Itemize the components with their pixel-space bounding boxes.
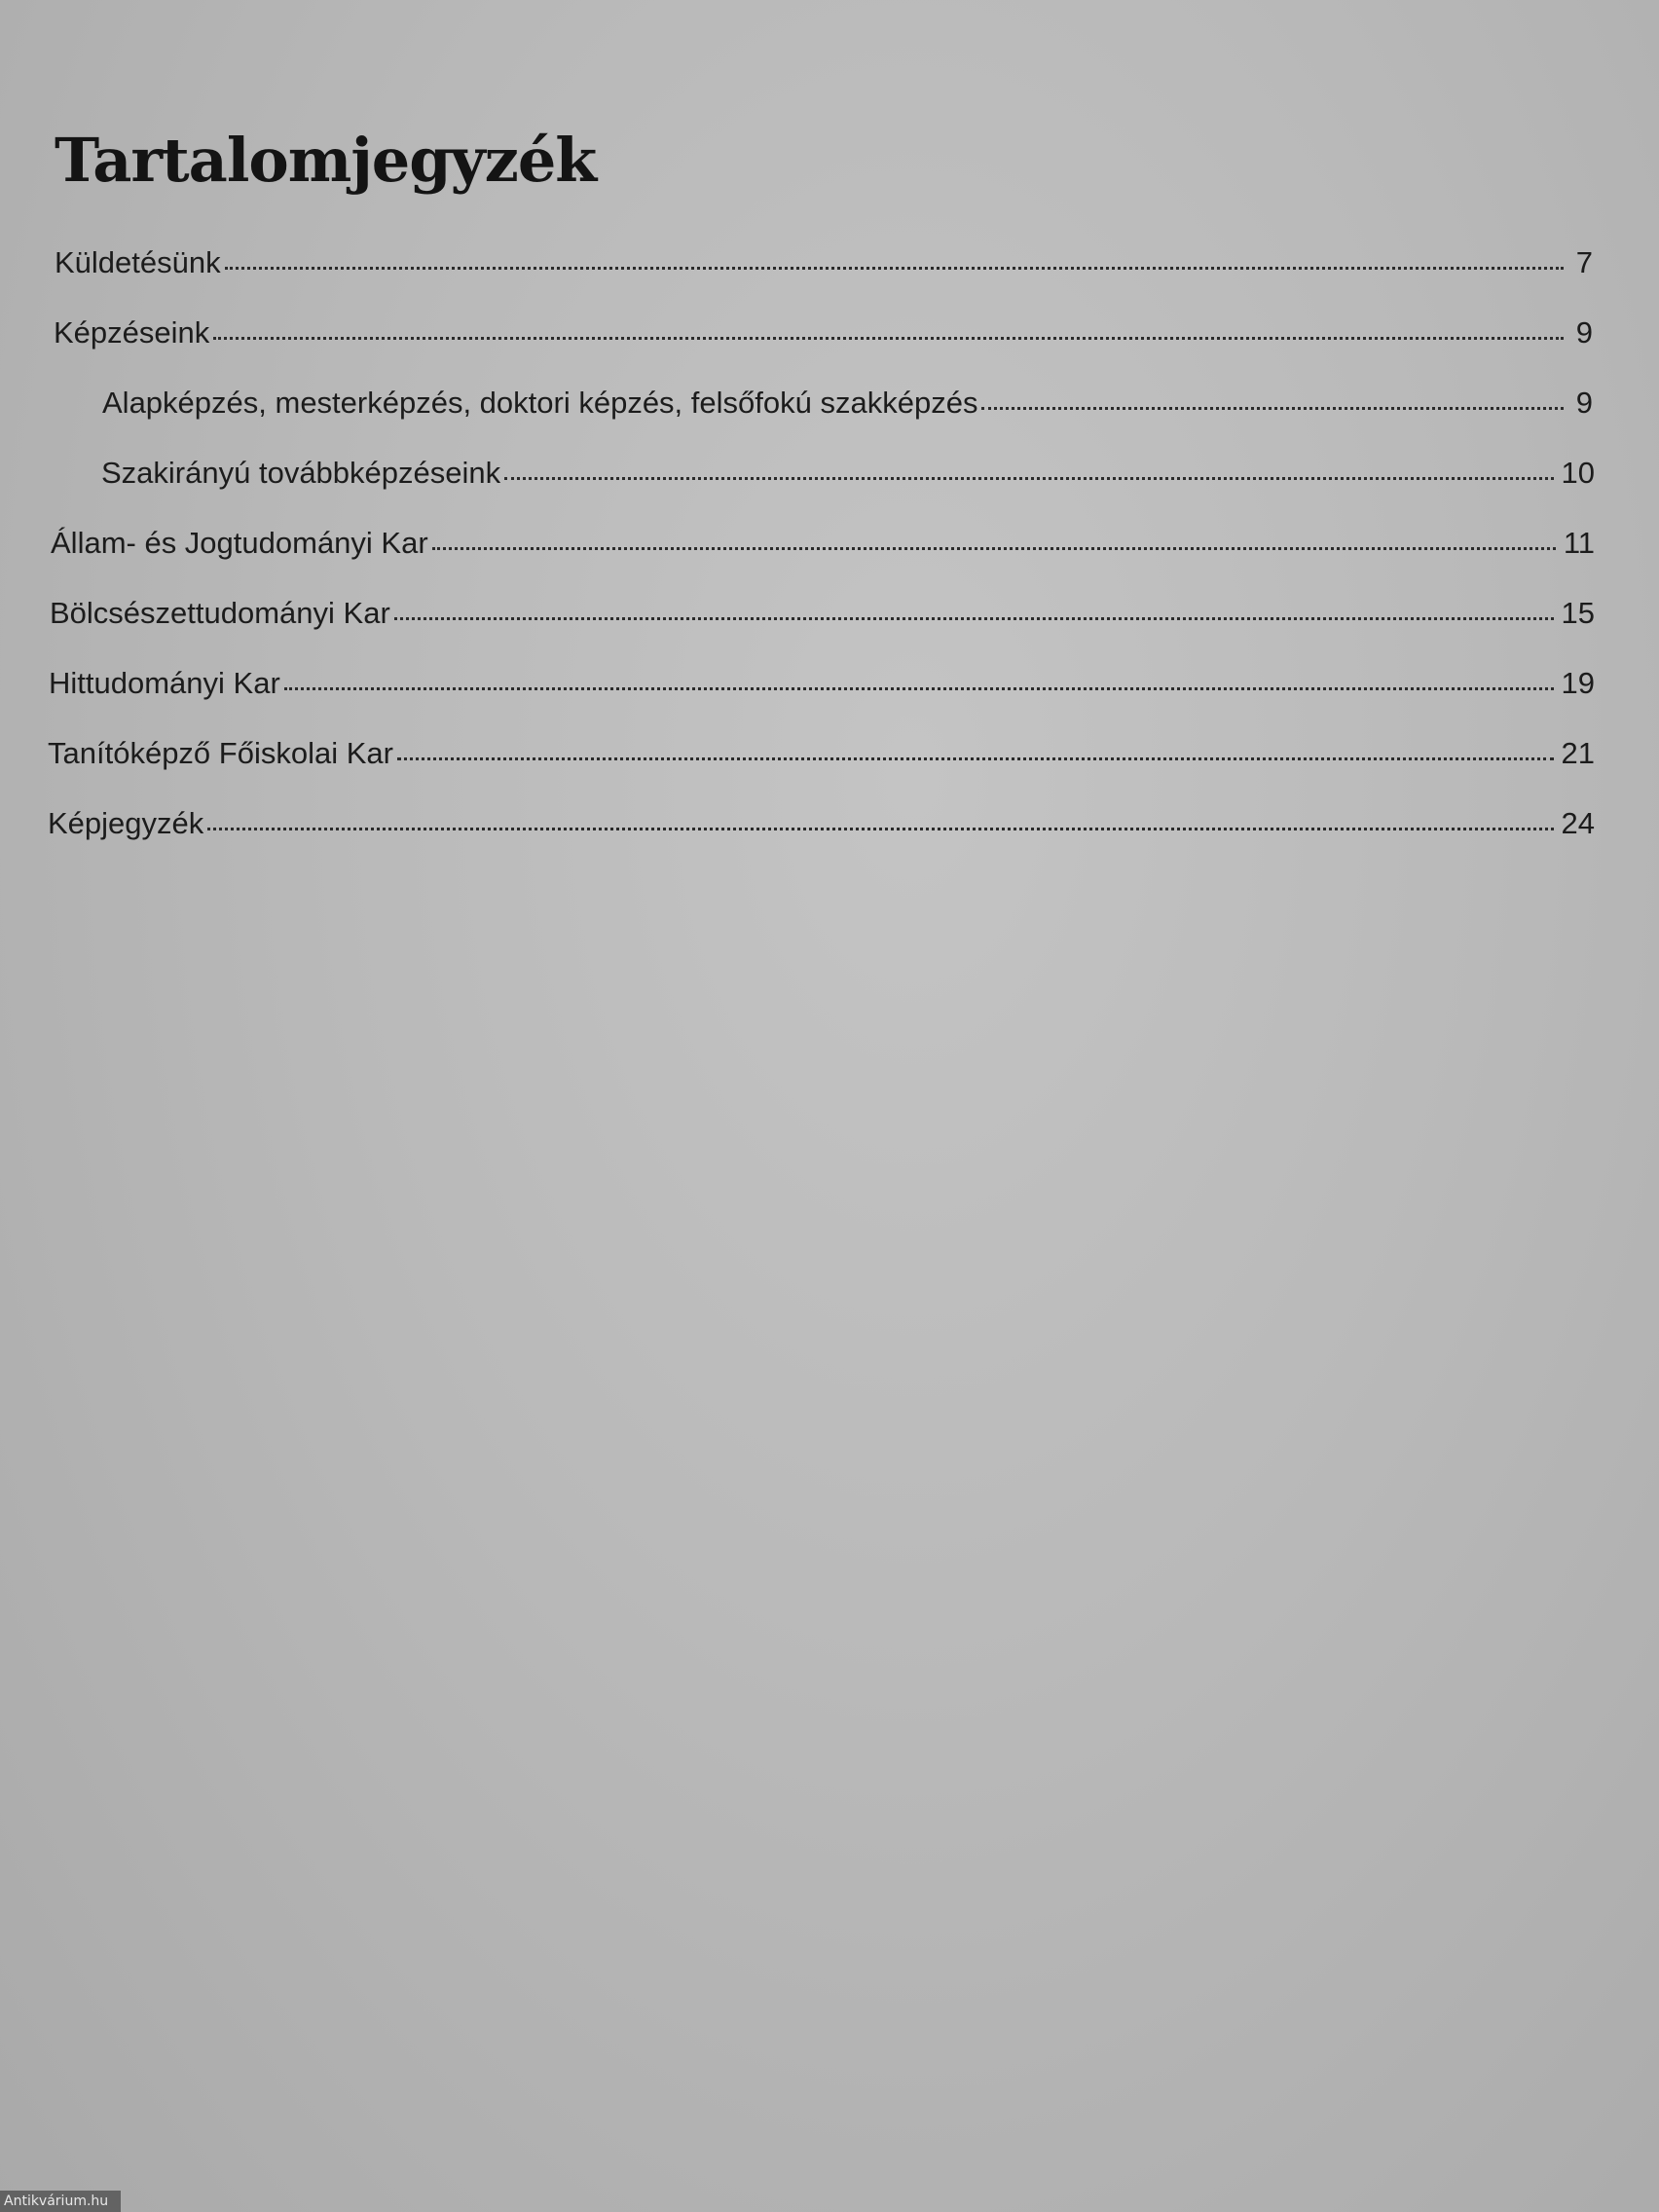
dot-leader [225, 267, 1564, 270]
toc-entry-label: Szakirányú továbbképzéseink [101, 456, 501, 490]
toc-entry-label: Hittudományi Kar [49, 666, 280, 700]
toc-page-number: 21 [1561, 736, 1595, 770]
toc-entry-kepzeseink[interactable] [54, 313, 1593, 352]
toc-page-number: 7 [1575, 245, 1593, 279]
toc-page-number: 24 [1561, 806, 1595, 840]
toc-page-number: 19 [1561, 666, 1595, 700]
toc-entry-bolcseszettudomanyi-kar[interactable] [50, 594, 1595, 633]
toc-entry-kepjegyzek[interactable] [48, 804, 1595, 843]
toc-entry-kuldetesunk[interactable] [55, 243, 1593, 282]
dot-leader [213, 337, 1564, 340]
toc-page-number: 9 [1575, 315, 1593, 350]
dot-leader [207, 828, 1553, 830]
toc-entry-alapkepzes[interactable] [102, 384, 1593, 423]
dot-leader [394, 617, 1554, 620]
page-title: Tartalomjegyzék [55, 125, 597, 196]
toc-entry-label: Képjegyzék [48, 806, 204, 840]
dot-leader [504, 477, 1553, 480]
toc-entry-label: Tanítóképző Főiskolai Kar [48, 736, 393, 770]
dot-leader [981, 407, 1564, 410]
dot-leader [397, 757, 1554, 760]
toc-entry-label: Képzéseink [54, 315, 210, 350]
watermark-label: Antikvárium.hu [0, 2191, 121, 2212]
toc-page-number: 11 [1563, 526, 1595, 560]
toc-page-number: 15 [1561, 596, 1595, 630]
toc-entry-szakiranyu[interactable] [101, 454, 1595, 493]
toc-page-number: 10 [1561, 456, 1595, 490]
toc-entry-hittudomanyi-kar[interactable] [49, 664, 1595, 703]
toc-entry-label: Alapképzés, mesterképzés, doktori képzés, felsőfokú szakképzés [102, 386, 978, 420]
toc-entry-label: Állam- és Jogtudományi Kar [51, 526, 428, 560]
dot-leader [432, 547, 1556, 550]
toc-entry-allam-es-jogtudomanyi-kar[interactable] [51, 524, 1595, 563]
toc-entry-label: Bölcsészettudományi Kar [50, 596, 390, 630]
toc-entry-label: Küldetésünk [55, 245, 221, 279]
toc-entry-tanitokepzo-foiskolai-kar[interactable] [48, 734, 1595, 773]
dot-leader [284, 687, 1554, 690]
toc-page-number: 9 [1575, 386, 1593, 420]
